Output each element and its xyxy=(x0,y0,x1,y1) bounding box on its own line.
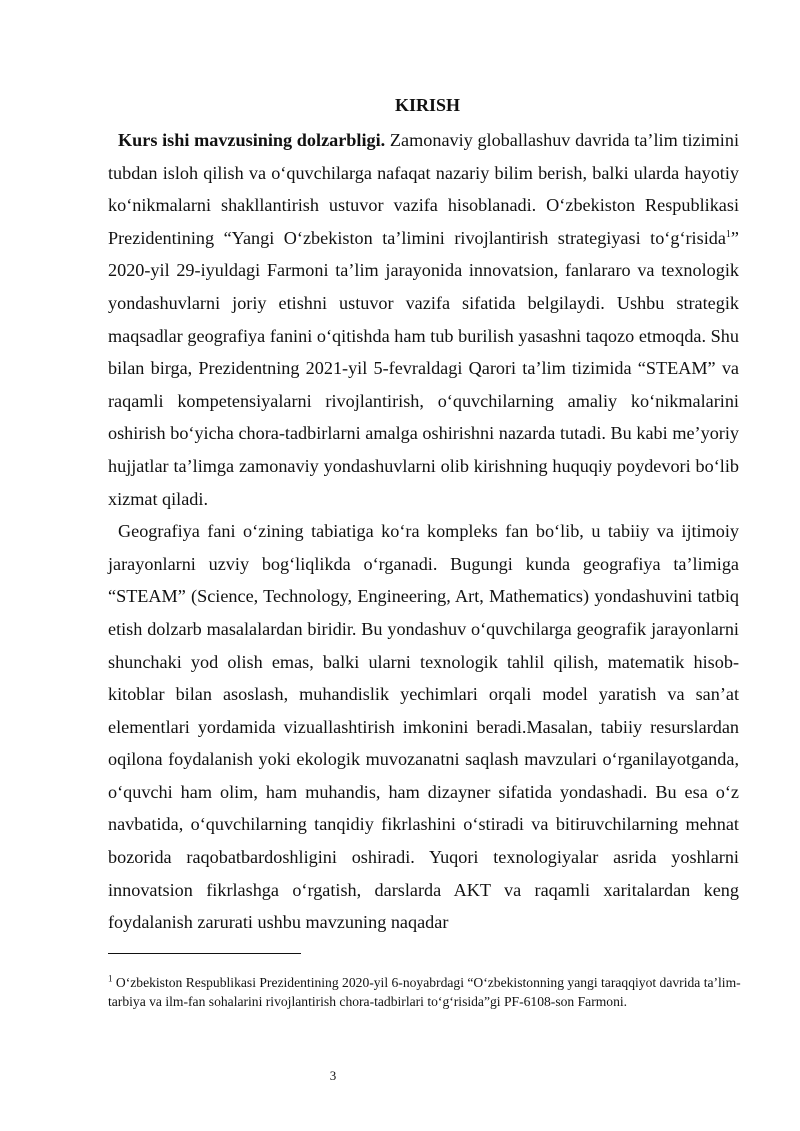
body-text xyxy=(108,124,739,939)
page-number: 3 xyxy=(329,1068,337,1083)
footnote xyxy=(108,974,748,1011)
footnote-separator xyxy=(108,953,301,954)
footnote-text: O‘zbekiston Respublikasi Prezidentining 2020-yil 6-noyabrdagi “O‘zbekistonning yangi taraqqiyot davrida ta’lim-tarbiya va ilm-fan sohalarini rivojlantirish chora-tadbirlari to‘g‘risida”gi PF-6108-son Farmoni. xyxy=(108,975,741,1009)
footnote-number: 1 xyxy=(108,973,113,984)
footnote-reference[interactable]: 1 xyxy=(725,228,731,240)
paragraph-relevance xyxy=(108,124,739,515)
paragraph-geography: Geografiya fani o‘zining tabiatiga ko‘ra kompleks fan bo‘lib, u tabiiy va ijtimoiy jarayonlarni uzviy bog‘liqlikda o‘rganadi. Bugungi kunda geografiya ta’limiga “STEAM” (Science, Technology, Engineering, Art, Mathematics) yondashuvini tatbiq etish dolzarb masalalardan biridir. Bu yondashuv o‘quvchilarga geografik jarayonlarni shunchaki yod olish emas, balki ularni texnologik tahlil qilish, matematik hisob-kitoblar bilan asoslash, muhandislik yechimlari orqali model yaratish va san’at elementlari yordamida vizuallashtirish imkonini beradi.Masalan, tabiiy resurslardan oqilona foydalanish yoki ekologik muvozanatni saqlash mavzulari o‘rganilayotganda, o‘quvchi ham olim, ham muhandis, ham dizayner sifatida yondashadi. Bu esa o‘z navbatida, o‘quvchilarning tanqidiy fikrlashini o‘stiradi va bitiruvchilarning mehnat bozorida raqobatbardoshligini oshiradi. Yuqori texnologiyalar asrida yoshlarni innovatsion fikrlashga o‘rgatish, darslarda AKT va raqamli xaritalardan keng foydalanish zarurati ushbu mavzuning naqadar xyxy=(108,521,739,933)
paragraph-text: ” 2020-yil 29-iyuldagi Farmoni ta’lim jarayonida innovatsion, fanlararo va texnologik yondashuvlarni joriy etishni ustuvor vazifa sifatida belgilaydi. Ushbu strategik maqsadlar geografiya fanini o‘qitishda ham tub burilish yasashni taqozo etmoqda. Shu bilan birga, Prezidentning 2021-yil 5-fevraldagi Qarori ta’lim tizimida “STEAM” va raqamli kompetensiyalarni rivojlantirish, o‘quvchilarning amaliy ko‘nikmalarini oshirish bo‘yicha chora-tadbirlarni amalga oshirishni nazarda tutadi. Bu kabi me’yoriy hujjatlar ta’limga zamonaviy yondashuvlarni olib kirishning huquqiy poydevori bo‘lib xizmat qiladi. xyxy=(108,227,739,509)
paragraph-text: Zamonaviy globallashuv davrida ta’lim tizimini tubdan isloh qilish va o‘quvchilarga nafaqat nazariy bilim berish, balki ularda hayotiy ko‘nikmalarni shakllantirish ustuvor vazifa hisoblanadi. O‘zbekiston Respublikasi Prezidentining “Yangi O‘zbekiston ta’limini rivojlantirish strategiyasi to‘g‘risida xyxy=(108,130,739,248)
section-heading: KIRISH xyxy=(394,95,461,115)
lead-phrase: Kurs ishi mavzusining dolzarbligi. xyxy=(118,130,386,150)
